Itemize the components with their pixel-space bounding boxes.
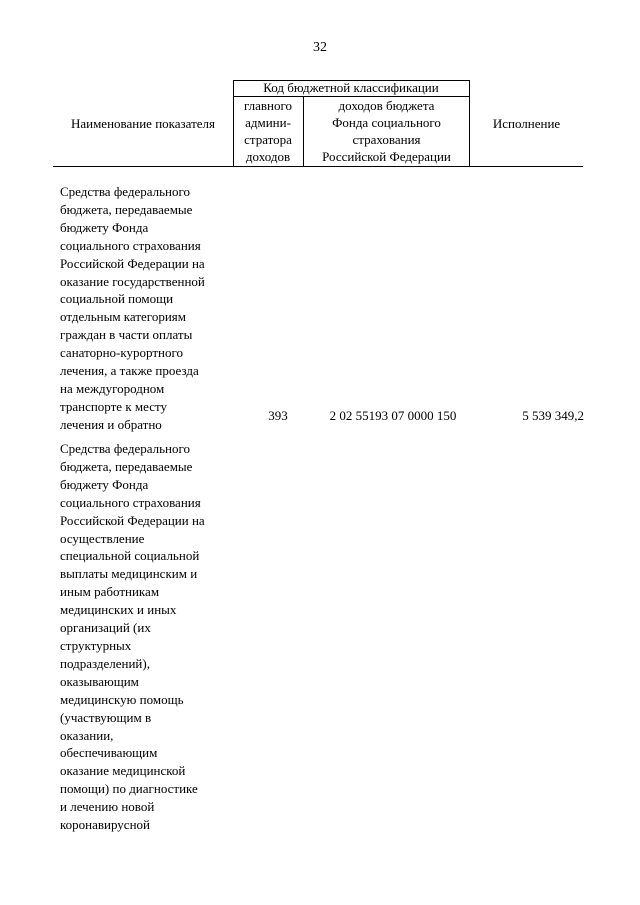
- table-row: [60, 440, 590, 833]
- header-administrator: главного админи- стратора доходов: [243, 98, 293, 164]
- row-income-code: 2 02 55193 07 0000 150: [329, 408, 457, 423]
- header-execution: Исполнение: [492, 115, 561, 131]
- header-bottom-border: [53, 166, 583, 167]
- header-kbk: Код бюджетной классификации: [263, 80, 439, 95]
- header-name: Наименование показателя: [70, 115, 216, 131]
- table-header: [53, 80, 583, 166]
- row-description: Средства федерального бюджета, передаваемые бюджету Фонда социального страхования Российской Федерации на оказание государственной социальной помощи отдельным категориям граждан в части оплаты санаторно-курортного лечения, а также проезда на междугородном транспорте к месту лечения и обратно: [60, 184, 205, 432]
- table-row: [60, 183, 590, 432]
- row-administrator-code: 393: [268, 408, 288, 423]
- row-execution: 5 539 349,2: [522, 408, 584, 423]
- page-number: 32: [313, 40, 327, 55]
- header-income: доходов бюджета Фонда социального страхования Российской Федерации: [322, 98, 451, 164]
- row-description: Средства федерального бюджета, передаваемые бюджету Фонда социального страхования Российской Федерации на осуществление специальной социальной выплаты медицинским и иным работникам медицинских и иных организаций (их структурных подразделений), оказывающим медицинскую помощь (участвующим в оказании, обеспечивающим оказание медицинской помощи) по диагностике и лечению новой коронавирусной: [60, 441, 205, 833]
